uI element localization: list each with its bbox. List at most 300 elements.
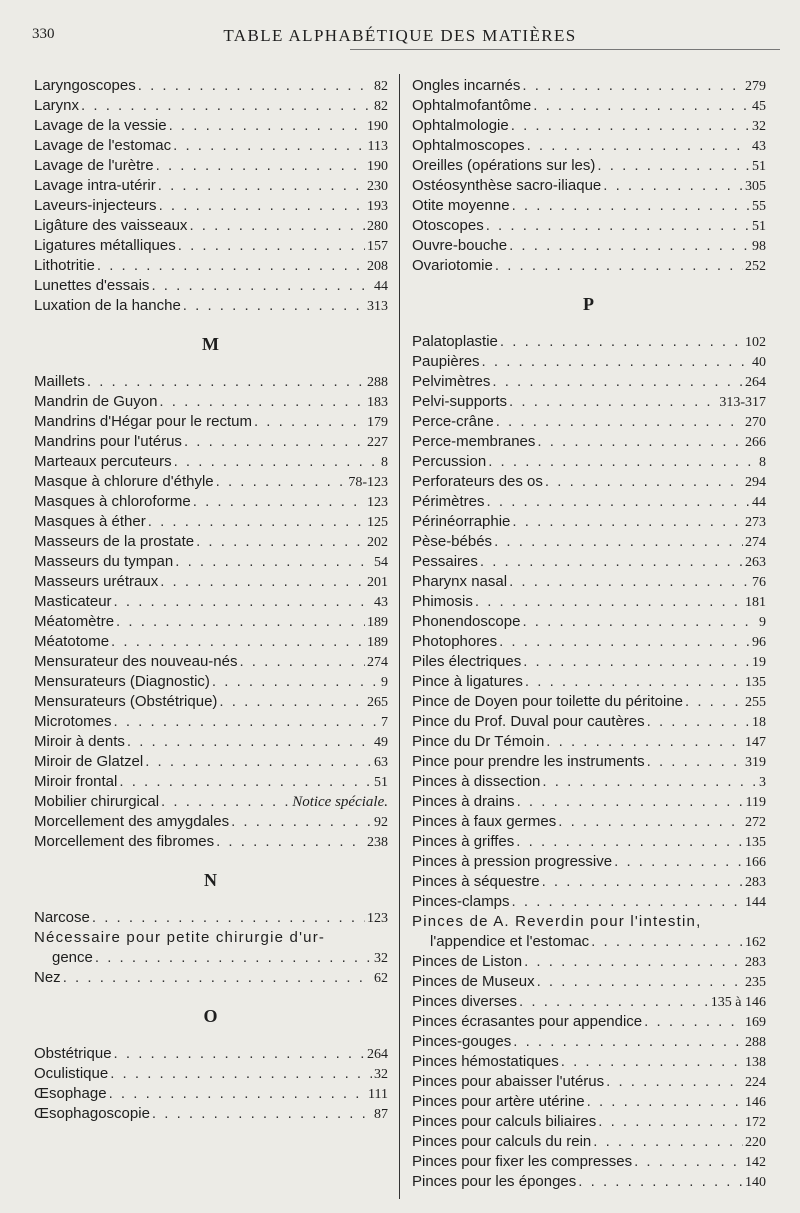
dot-leader [509, 572, 750, 592]
entry-page: 8 [759, 455, 766, 470]
entry-term: Obstétrique [34, 1045, 112, 1062]
dot-leader [537, 972, 743, 992]
entry-term: Photophores [412, 633, 498, 650]
dot-leader [533, 96, 750, 116]
entry-page: 63 [374, 755, 388, 770]
dot-leader [598, 1112, 743, 1132]
index-entry [34, 1104, 388, 1124]
entry-term: Méatotome [34, 633, 110, 650]
dot-leader [475, 592, 743, 612]
entry-page: 32 [374, 951, 388, 966]
dot-leader [184, 432, 365, 452]
dot-leader [492, 372, 743, 392]
index-entry [412, 1032, 766, 1052]
dot-leader [156, 156, 365, 176]
dot-leader [482, 352, 750, 372]
entry-term: Percussion [412, 453, 487, 470]
entry-list [412, 76, 766, 276]
dot-leader [496, 412, 743, 432]
index-entry [34, 136, 388, 156]
dot-leader [597, 156, 750, 176]
entry-page: 49 [374, 735, 388, 750]
index-entry [34, 176, 388, 196]
entry-term: Pinces à faux germes [412, 813, 557, 830]
entry-page: 283 [745, 955, 766, 970]
dot-leader [127, 732, 372, 752]
entry-term: Pinces à griffes [412, 833, 515, 850]
entry-page: 280 [367, 219, 388, 234]
index-entry [34, 792, 388, 812]
dot-leader [189, 216, 365, 236]
dot-leader [591, 932, 743, 952]
dot-leader [524, 952, 743, 972]
dot-leader [509, 236, 750, 256]
entry-term: Microtomes [34, 713, 112, 730]
index-entry [412, 196, 766, 216]
dot-leader [487, 492, 750, 512]
entry-term: Narcose [34, 909, 90, 926]
dot-leader [606, 1072, 743, 1092]
index-entry [34, 832, 388, 852]
index-entry [34, 968, 388, 988]
dot-leader [522, 612, 757, 632]
entry-term: Ligâture des vaisseaux [34, 217, 188, 234]
entry-term: Pinces pour artère utérine [412, 1093, 585, 1110]
entry-term: Masque à chlorure d'éthyle [34, 473, 214, 490]
entry-term: Pelvi-supports [412, 393, 508, 410]
entry-page: 144 [745, 895, 766, 910]
entry-page: 55 [752, 199, 766, 214]
dot-leader [212, 672, 379, 692]
dot-leader [81, 96, 372, 116]
entry-term: Mobilier chirurgical [34, 793, 160, 810]
index-entry [34, 372, 388, 392]
entry-term: Morcellement des fibromes [34, 833, 215, 850]
entry-list [412, 332, 766, 912]
entry-page: 189 [367, 615, 388, 630]
dot-leader [523, 652, 750, 672]
index-entry [412, 832, 766, 852]
entry-page: 19 [752, 655, 766, 670]
entry-term: Pinces à séquestre [412, 873, 540, 890]
dot-leader [63, 968, 372, 988]
entry-term: Pinces écrasantes pour appendice [412, 1013, 643, 1030]
dot-leader [95, 948, 372, 968]
index-entry [412, 632, 766, 652]
index-entry [34, 632, 388, 652]
dot-leader [542, 772, 757, 792]
index-entry [34, 472, 388, 492]
dot-leader [114, 592, 372, 612]
dot-leader [593, 1132, 743, 1152]
entry-page: 147 [745, 735, 766, 750]
dot-leader [196, 532, 365, 552]
entry-page: 279 [745, 79, 766, 94]
entry-term: Pinces à dissection [412, 773, 541, 790]
entry-term: Masseurs du tympan [34, 553, 174, 570]
entry-page: 135 à 146 [710, 995, 766, 1010]
index-entry [34, 732, 388, 752]
entry-term: Oreilles (opérations sur les) [412, 157, 596, 174]
section-letter-p: P [583, 294, 595, 314]
entry-page: 235 [745, 975, 766, 990]
dot-leader [110, 1064, 372, 1084]
index-entry [34, 592, 388, 612]
entry-term: Mensurateurs (Diagnostic) [34, 673, 210, 690]
entry-page: 220 [745, 1135, 766, 1150]
entry-page: 274 [367, 655, 388, 670]
index-entry [34, 216, 388, 236]
index-entry [34, 96, 388, 116]
index-entry [412, 792, 766, 812]
index-entry-continued [34, 928, 388, 948]
entry-page: 62 [374, 971, 388, 986]
entry-term: Miroir frontal [34, 773, 118, 790]
dot-leader [138, 76, 372, 96]
entry-page: 189 [367, 635, 388, 650]
index-entry [34, 712, 388, 732]
index-entry [34, 296, 388, 316]
dot-leader [145, 752, 372, 772]
index-entry [34, 276, 388, 296]
entry-page: 18 [752, 715, 766, 730]
entry-term: Marteaux percuteurs [34, 453, 172, 470]
entry-term: Lavage intra-utérir [34, 177, 156, 194]
dot-leader [525, 672, 743, 692]
entry-page: 263 [745, 555, 766, 570]
entry-page: 9 [381, 675, 388, 690]
dot-leader [92, 908, 365, 928]
entry-page: 32 [752, 119, 766, 134]
entry-page: 274 [745, 535, 766, 550]
dot-leader [587, 1092, 743, 1112]
page-number: 330 [32, 26, 55, 42]
index-entry [412, 812, 766, 832]
entry-term: Périmètres [412, 493, 485, 510]
entry-term: Œsophage [34, 1085, 107, 1102]
entry-page: 294 [745, 475, 766, 490]
dot-leader [174, 452, 379, 472]
entry-term: Lavage de la vessie [34, 117, 167, 134]
index-entry [412, 952, 766, 972]
entry-term: Pinces-clamps [412, 893, 510, 910]
entry-term: Maillets [34, 373, 85, 390]
index-entry [34, 1064, 388, 1084]
entry-term: Nez [34, 969, 61, 986]
entry-page: 169 [745, 1015, 766, 1030]
entry-term: Méatomètre [34, 613, 115, 630]
dot-leader [578, 1172, 743, 1192]
index-entry [412, 672, 766, 692]
entry-page: 172 [745, 1115, 766, 1130]
index-entry [412, 452, 766, 472]
entry-page: 264 [367, 1047, 388, 1062]
dot-leader [519, 992, 709, 1012]
index-entry [34, 76, 388, 96]
dot-leader [161, 792, 290, 812]
index-entry [34, 948, 388, 968]
dot-leader [183, 296, 365, 316]
dot-leader [512, 196, 750, 216]
index-entry [412, 532, 766, 552]
entry-term: Ouvre-bouche [412, 237, 508, 254]
entry-page: 82 [374, 99, 388, 114]
dot-leader [500, 332, 743, 352]
entry-term: Masques à éther [34, 513, 146, 530]
index-entry [412, 492, 766, 512]
dot-leader [603, 176, 743, 196]
index-entry [34, 116, 388, 136]
dot-leader [148, 512, 365, 532]
index-entry [412, 412, 766, 432]
index-entry [412, 712, 766, 732]
dot-leader [193, 492, 365, 512]
dot-leader [119, 772, 372, 792]
entry-page: 224 [745, 1075, 766, 1090]
entry-page: 96 [752, 635, 766, 650]
index-entry [412, 372, 766, 392]
entry-term: Laryngoscopes [34, 77, 136, 94]
dot-leader [512, 512, 743, 532]
dot-leader [511, 116, 750, 136]
dot-leader [169, 116, 365, 136]
dot-leader [178, 236, 365, 256]
dot-leader [488, 452, 757, 472]
entry-term: Masseurs de la prostate [34, 533, 195, 550]
left-column [34, 76, 388, 1124]
entry-page: 51 [752, 159, 766, 174]
entry-term: Pinces à drains [412, 793, 515, 810]
entry-page: 230 [367, 179, 388, 194]
dot-leader [558, 812, 743, 832]
dot-leader [545, 472, 743, 492]
index-entry [412, 1152, 766, 1172]
index-entry [34, 772, 388, 792]
dot-leader [546, 732, 743, 752]
entry-term: Pinces pour fixer les compresses [412, 1153, 633, 1170]
entry-page: 166 [745, 855, 766, 870]
index-entry [34, 492, 388, 512]
index-entry [34, 612, 388, 632]
entry-page: 54 [374, 555, 388, 570]
entry-page: 125 [367, 515, 388, 530]
index-entry [34, 256, 388, 276]
entry-term: Miroir de Glatzel [34, 753, 144, 770]
index-entry [412, 332, 766, 352]
index-entry [412, 236, 766, 256]
entry-term: Pinces pour calculs biliaires [412, 1113, 597, 1130]
index-entry [412, 76, 766, 96]
entry-page: 45 [752, 99, 766, 114]
entry-term: Ligatures métalliques [34, 237, 176, 254]
dot-leader [216, 472, 347, 492]
entry-term: Paupières [412, 353, 480, 370]
entry-page: 111 [368, 1087, 388, 1102]
dot-leader [516, 832, 743, 852]
entry-term: Pèse-bébés [412, 533, 493, 550]
entry-term: Masticateur [34, 593, 112, 610]
dot-leader [499, 632, 750, 652]
index-entry [412, 256, 766, 276]
entry-term: Ostéosynthèse sacro-iliaque [412, 177, 602, 194]
entry-term: Luxation de la hanche [34, 297, 181, 314]
entry-page: 43 [374, 595, 388, 610]
index-entry [34, 236, 388, 256]
entry-term: Miroir à dents [34, 733, 125, 750]
index-entry [412, 1092, 766, 1112]
entry-page: 270 [745, 415, 766, 430]
entry-term: Mandrins pour l'utérus [34, 433, 182, 450]
index-entry [412, 176, 766, 196]
index-entry [412, 992, 766, 1012]
dot-leader [542, 872, 743, 892]
entry-page: 255 [745, 695, 766, 710]
entry-term: l'appendice et l'estomac [430, 933, 590, 950]
entry-term: Otite moyenne [412, 197, 510, 214]
dot-leader [152, 1104, 372, 1124]
entry-term: Oculistique [34, 1065, 109, 1082]
index-entry [34, 432, 388, 452]
entry-term: Pinces à pression progressive [412, 853, 613, 870]
dot-leader [513, 1032, 743, 1052]
dot-leader [634, 1152, 743, 1172]
entry-page: 142 [745, 1155, 766, 1170]
entry-page: 265 [367, 695, 388, 710]
entry-page: 43 [752, 139, 766, 154]
entry-term: Pinces-gouges [412, 1033, 512, 1050]
entry-term: Piles électriques [412, 653, 522, 670]
index-entry [412, 932, 766, 952]
entry-page: 208 [367, 259, 388, 274]
index-entry [412, 392, 766, 412]
entry-term: Lithotritie [34, 257, 95, 274]
index-entry [34, 692, 388, 712]
entry-term: Otoscopes [412, 217, 484, 234]
entry-page: 252 [745, 259, 766, 274]
header-rule [350, 49, 780, 50]
entry-term: Ovariotomie [412, 257, 493, 274]
dot-leader [231, 812, 372, 832]
entry-term: Perforateurs des os [412, 473, 543, 490]
entry-page: 51 [374, 775, 388, 790]
index-entry [412, 612, 766, 632]
entry-term: Pelvimètres [412, 373, 491, 390]
entry-page: 135 [745, 835, 766, 850]
entry-page: 266 [745, 435, 766, 450]
entry-term: Ophtalmologie [412, 117, 509, 134]
dot-leader [175, 552, 372, 572]
entry-page: 183 [367, 395, 388, 410]
index-entry [34, 652, 388, 672]
index-entry [412, 552, 766, 572]
index-entry [34, 532, 388, 552]
dot-leader [159, 392, 365, 412]
dot-leader [219, 692, 365, 712]
dot-leader [173, 136, 365, 156]
entry-term: Ongles incarnés [412, 77, 521, 94]
entry-term: Pince pour prendre les instruments [412, 753, 645, 770]
entry-page: 32 [374, 1067, 388, 1082]
entry-term: Mensurateur des nouveau-nés [34, 653, 238, 670]
entry-page: 44 [752, 495, 766, 510]
entry-list [34, 372, 388, 852]
dot-leader [561, 1052, 743, 1072]
entry-page: 78-123 [348, 475, 388, 490]
entry-term: gence [52, 949, 93, 966]
entry-page: 76 [752, 575, 766, 590]
index-entry [34, 156, 388, 176]
entry-page: 3 [759, 775, 766, 790]
page-title: TABLE ALPHABÉTIQUE DES MATIÈRES [223, 26, 577, 45]
index-entry [412, 96, 766, 116]
entry-term: Pince de Doyen pour toilette du péritoine [412, 693, 684, 710]
dot-leader [116, 612, 365, 632]
dot-leader [109, 1084, 366, 1104]
entry-page: 313-317 [719, 395, 766, 410]
entry-page: 82 [374, 79, 388, 94]
dot-leader [614, 852, 743, 872]
entry-term: Pinces de Museux [412, 973, 535, 990]
entry-page: 140 [745, 1175, 766, 1190]
entry-page: 288 [745, 1035, 766, 1050]
dot-leader [647, 752, 743, 772]
index-entry [412, 732, 766, 752]
index-entry [34, 412, 388, 432]
index-entry [412, 1172, 766, 1192]
index-entry [34, 672, 388, 692]
dot-leader [114, 712, 379, 732]
entry-term: Pinces de A. Reverdin pour l'intestin, [412, 913, 702, 930]
index-entry [34, 1084, 388, 1104]
index-entry [412, 1072, 766, 1092]
dot-leader [494, 532, 743, 552]
entry-term: Larynx [34, 97, 80, 114]
entry-term: Masseurs urétraux [34, 573, 159, 590]
entry-term: Pessaires [412, 553, 478, 570]
entry-page: 273 [745, 515, 766, 530]
index-entry [412, 1112, 766, 1132]
index-entry [34, 812, 388, 832]
entry-page: 288 [367, 375, 388, 390]
entry-page: 98 [752, 239, 766, 254]
dot-leader [160, 572, 365, 592]
entry-page: 238 [367, 835, 388, 850]
entry-term: Pinces pour abaisser l'utérus [412, 1073, 605, 1090]
entry-term: Pinces de Liston [412, 953, 523, 970]
entry-page: 135 [745, 675, 766, 690]
dot-leader [522, 76, 743, 96]
entry-term: Pinces pour les éponges [412, 1173, 577, 1190]
index-entry [34, 512, 388, 532]
entry-page: 92 [374, 815, 388, 830]
index-entry [412, 136, 766, 156]
index-entry [34, 752, 388, 772]
dot-leader [114, 1044, 365, 1064]
entry-term: Morcellement des amygdales [34, 813, 230, 830]
entry-page: 179 [367, 415, 388, 430]
dot-leader [216, 832, 365, 852]
entry-page: 227 [367, 435, 388, 450]
dot-leader [158, 176, 365, 196]
section-letter-m: M [202, 334, 220, 354]
dot-leader [87, 372, 365, 392]
index-entry [412, 1132, 766, 1152]
index-entry [412, 872, 766, 892]
entry-page: 190 [367, 119, 388, 134]
dot-leader [685, 692, 743, 712]
entry-term: Perce-membranes [412, 433, 536, 450]
column-divider [399, 74, 400, 1199]
